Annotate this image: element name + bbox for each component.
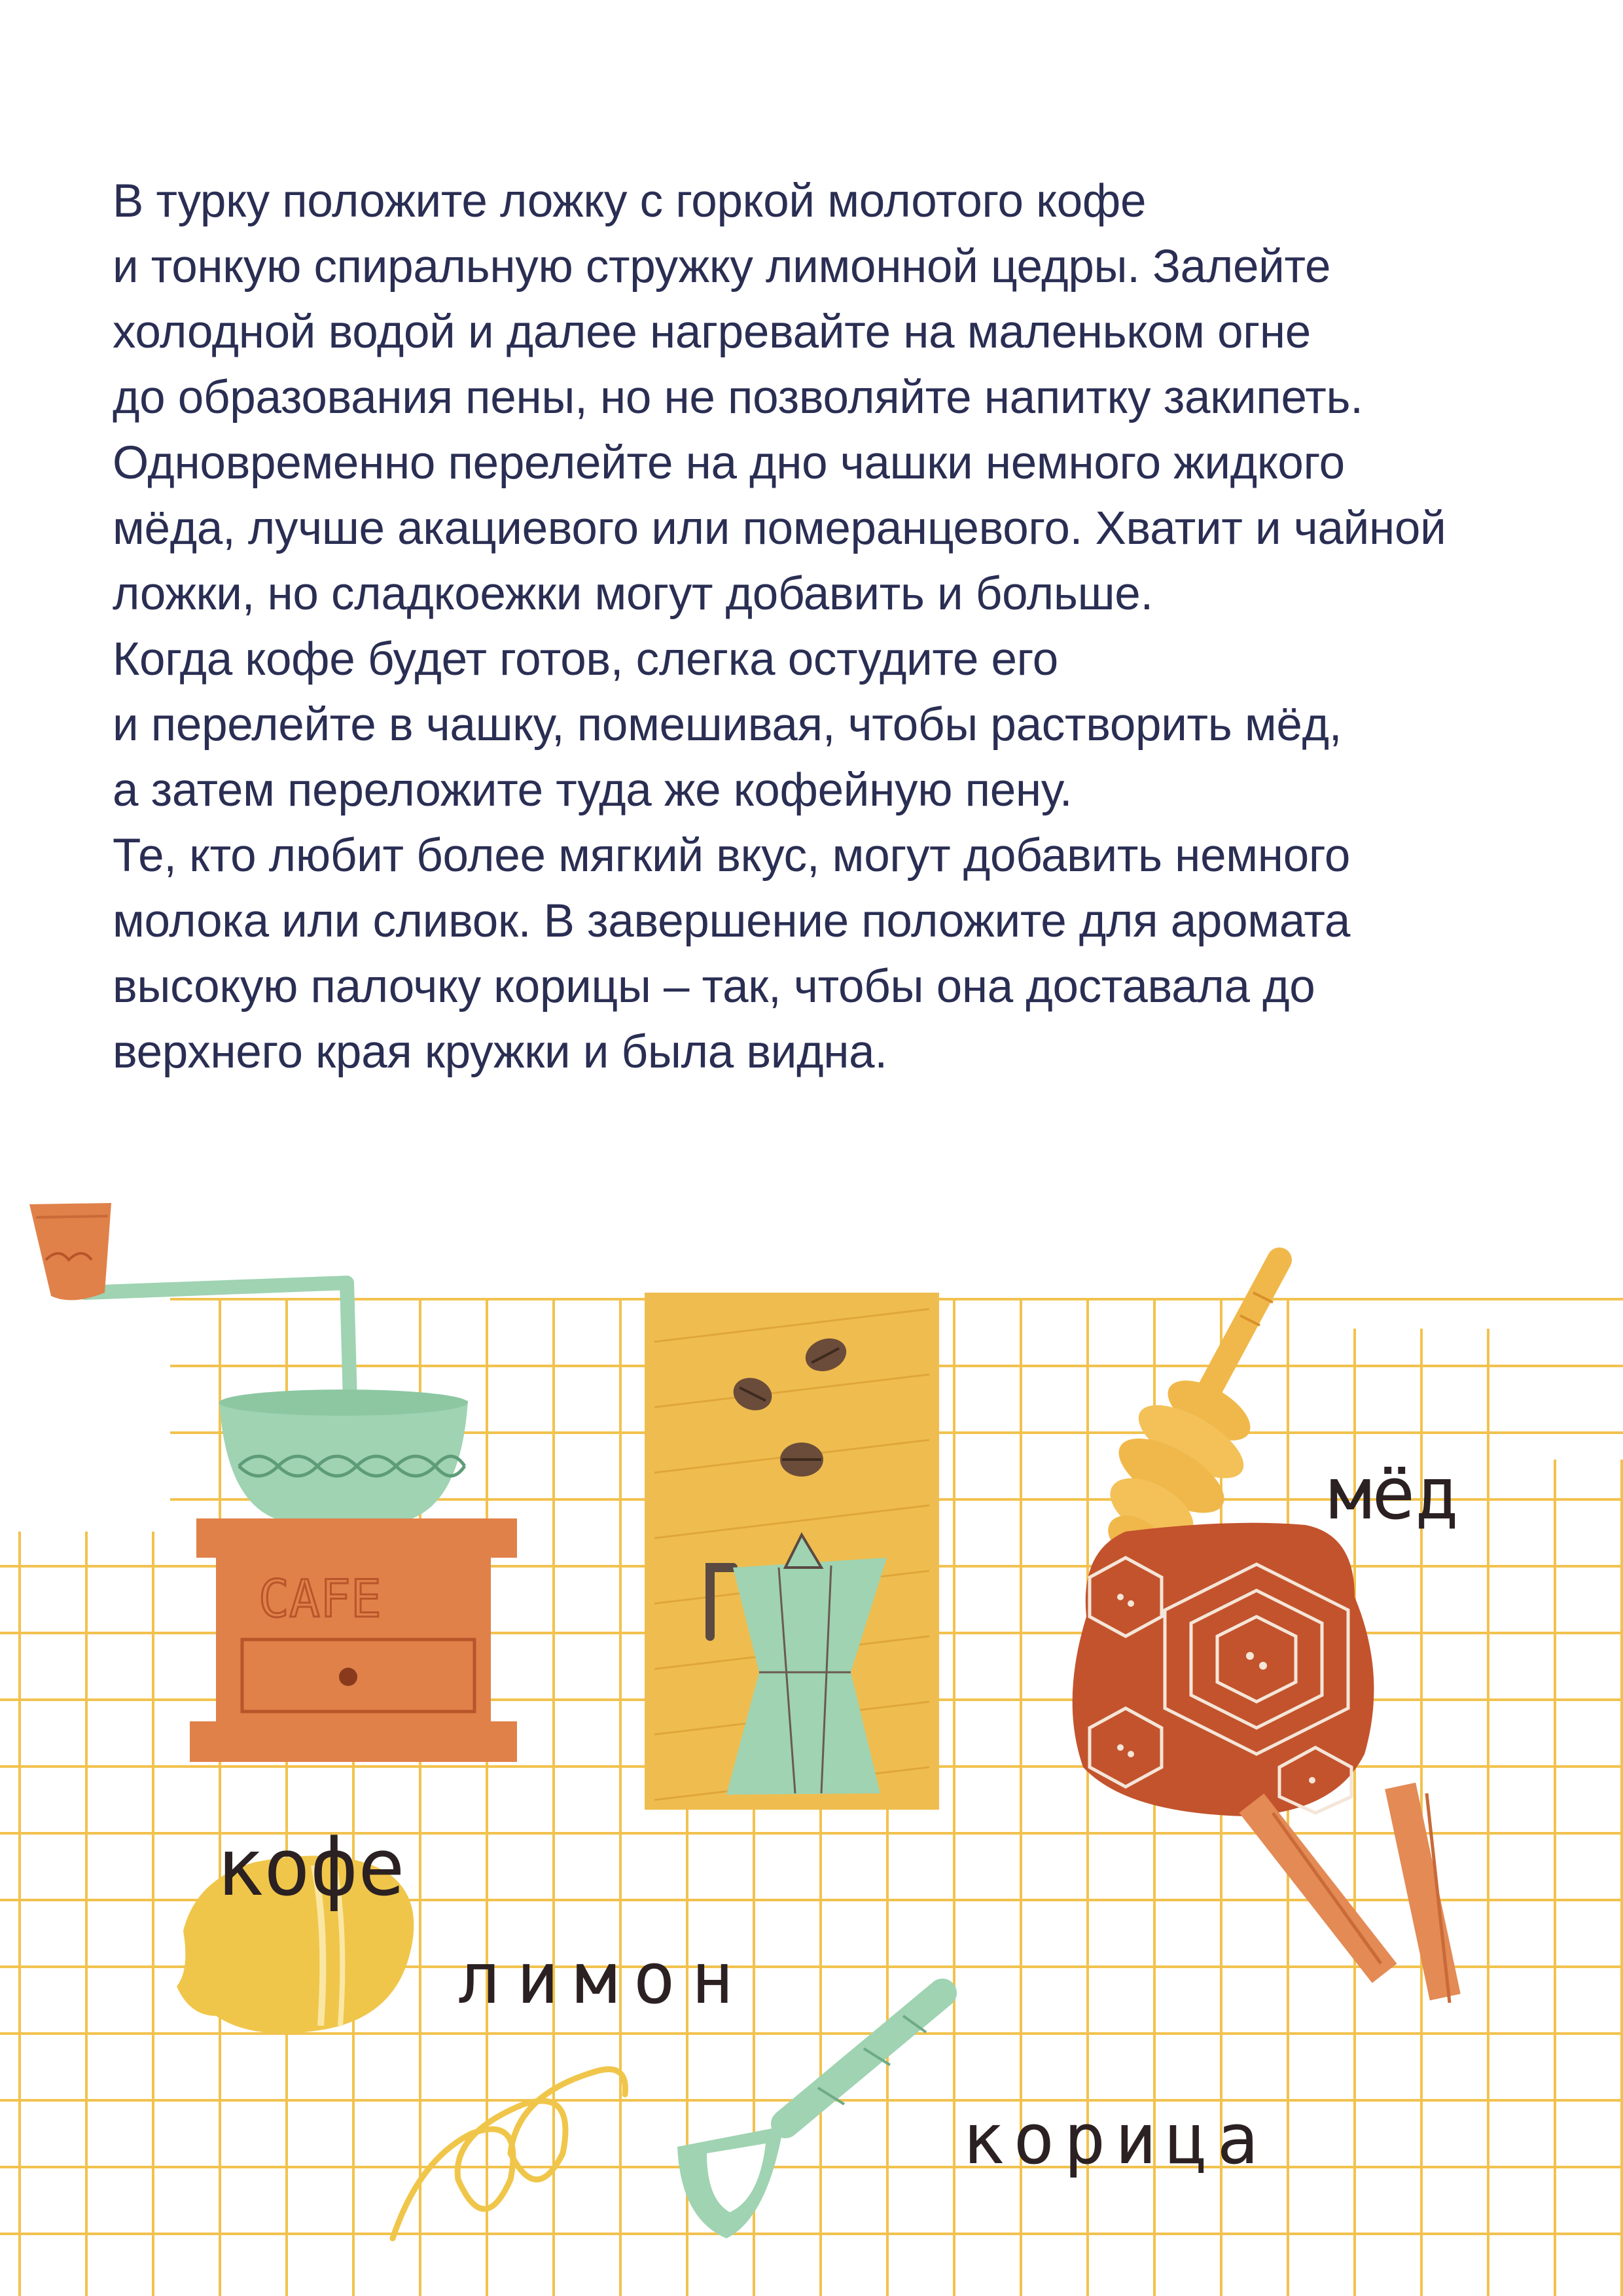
recipe-line: и перелейте в чашку, помешивая, чтобы растворить мёд,: [113, 699, 1342, 751]
moka-pot-card: [645, 1293, 939, 1810]
recipe-line: холодной водой и далее нагревайте на маленьком огне: [113, 306, 1311, 358]
recipe-line: а затем переложите туда же кофейную пену.: [113, 764, 1073, 816]
recipe-line: Когда кофе будет готов, слегка остудите его: [113, 634, 1058, 685]
recipe-line: верхнего края кружки и была видна.: [113, 1026, 887, 1078]
recipe-line: ложки, но сладкоежки могут добавить и больше.: [113, 568, 1153, 620]
coffee-grinder-icon: [29, 1203, 517, 1762]
recipe-line: молока или сливок. В завершение положите для аромата: [113, 895, 1351, 947]
recipe-line: и тонкую спиральную стружку лимонной цедры. Залейте: [113, 241, 1331, 293]
recipe-line: Те, кто любит более мягкий вкус, могут добавить немного: [113, 830, 1351, 882]
label-lemon: лимон: [458, 1938, 750, 2020]
zester-icon: [677, 1993, 942, 2238]
recipe-line: мёда, лучше акациевого или померанцевого. Хватит и чайной: [113, 503, 1446, 554]
cafe-label: CAFE: [259, 1570, 382, 1629]
recipe-text: [113, 169, 1572, 1085]
honey-pot-icon: [1073, 1523, 1374, 1816]
recipe-line: В турку положите ложку с горкой молотого кофе: [113, 175, 1147, 227]
recipe-line: до образования пены, но не позволяйте напитку закипеть.: [113, 372, 1363, 423]
label-honey: мёд: [1329, 1452, 1459, 1535]
cinnamon-sticks-icon: [1240, 1783, 1461, 2003]
label-coffee: кофе: [216, 1823, 405, 1914]
recipe-line: Одновременно перелейте на дно чашки немного жидкого: [113, 437, 1345, 489]
ingredients-illustration: [0, 1165, 1623, 2296]
label-cinnamon: корица: [962, 2099, 1268, 2179]
recipe-line: высокую палочку корицы – так, чтобы она доставала до: [113, 961, 1315, 1013]
lemon-zest-icon: [393, 2070, 625, 2238]
